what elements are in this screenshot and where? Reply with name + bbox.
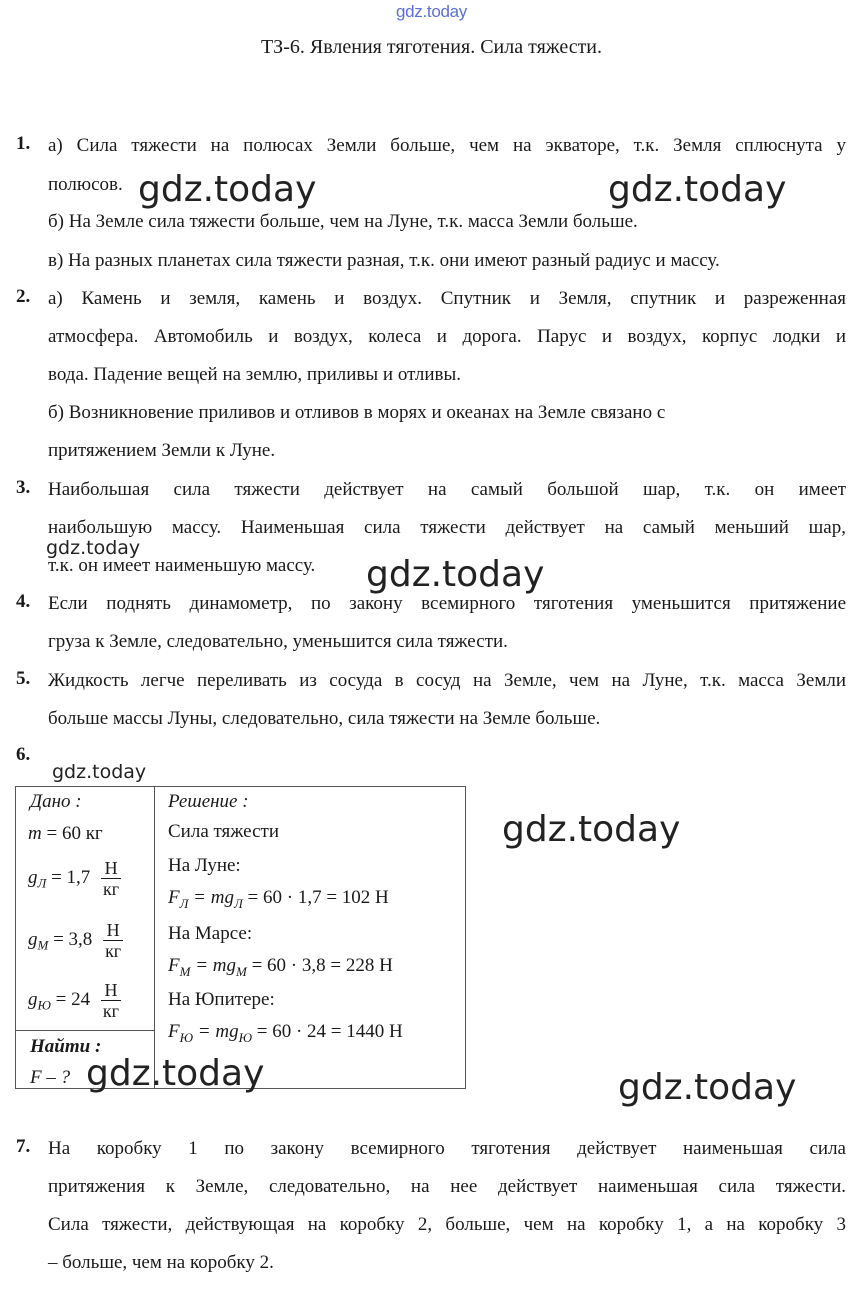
given-sub: М	[37, 937, 49, 953]
item-text-line: б) Возникновение приливов и отливов в морях и океанах на Земле связано с	[48, 402, 666, 423]
formula-sub: Л	[179, 895, 189, 911]
header-watermark: gdz.today	[395, 2, 468, 21]
given-value: = 3,8	[53, 928, 93, 950]
given-divider-vertical	[154, 786, 155, 1089]
unit-denominator: кг	[103, 879, 120, 899]
watermark: gdz.today	[86, 1053, 265, 1094]
given-value: = 60 кг	[46, 823, 103, 844]
item-text-line: На коробку 1 по закону всемирного тяготения действует наименьшая сила	[48, 1138, 846, 1159]
formula-result: = 60 · 3,8 = 228 Н	[251, 955, 393, 976]
item-text-line: а) Камень и земля, камень и воздух. Спутник и Земля, спутник и разреженная	[48, 288, 846, 309]
given-value: = 1,7	[51, 866, 91, 888]
item-number: 5.	[16, 668, 31, 689]
item-text-line: Жидкость легче переливать из сосуда в сосуд на Земле, чем на Луне, т.к. масса Земли	[48, 670, 846, 691]
watermark: gdz.today	[138, 169, 317, 210]
watermark: gdz.today	[366, 554, 545, 595]
unit-fraction	[103, 920, 123, 961]
formula-sub: М	[236, 963, 247, 979]
item-text-line: груза к Земле, следовательно, уменьшится сила тяжести.	[48, 631, 508, 652]
page-title: ТЗ-6. Явления тяготения. Сила тяжести.	[260, 36, 603, 58]
unit-numerator: Н	[101, 858, 121, 879]
watermark: gdz.today	[618, 1067, 797, 1108]
given-symbol: g	[28, 866, 38, 888]
item-text-line: атмосфера. Автомобиль и воздух, колеса и дорога. Парус и воздух, корпус лодки и	[48, 326, 846, 347]
item-number: 6.	[16, 744, 31, 765]
given-label: Дано :	[30, 791, 82, 812]
item-text-line: – больше, чем на коробку 2.	[48, 1252, 274, 1273]
item-text-line: больше массы Луны, следовательно, сила тяжести на Земле больше.	[48, 708, 601, 729]
solution-line: На Юпитере:	[168, 989, 275, 1010]
item-number: 4.	[16, 591, 31, 612]
formula-result: = 60 · 1,7 = 102 Н	[247, 887, 389, 908]
formula-result: = 60 · 24 = 1440 Н	[256, 1021, 403, 1042]
solution-formula-mars	[168, 954, 393, 984]
unit-denominator: кг	[105, 941, 122, 961]
solution-formula-moon	[168, 886, 389, 916]
given-divider-horizontal	[15, 1030, 155, 1031]
given-mass	[28, 822, 103, 846]
formula-mg: = mg	[195, 955, 236, 976]
unit-numerator: Н	[103, 920, 123, 941]
unit-numerator: Н	[101, 980, 121, 1001]
item-text-line: Наибольшая сила тяжести действует на самый большой шар, т.к. он имеет	[48, 479, 846, 500]
given-symbol: g	[28, 988, 38, 1010]
formula-mg: = mg	[197, 1021, 239, 1042]
formula-sub: Ю	[179, 1029, 194, 1045]
formula-force: F	[168, 955, 180, 976]
watermark: gdz.today	[608, 169, 787, 210]
solution-formula-jupiter	[168, 1020, 403, 1050]
watermark: gdz.today	[46, 537, 141, 559]
formula-mg: = mg	[193, 887, 234, 908]
item-text-line: в) На разных планетах сила тяжести разная, т.к. они имеют разный радиус и массу.	[48, 250, 720, 271]
formula-force: F	[168, 887, 180, 908]
given-value: = 24	[55, 988, 91, 1010]
solution-line: На Марсе:	[168, 923, 253, 944]
solution-line: Сила тяжести	[168, 821, 279, 842]
item-text-line: т.к. он имеет наименьшую массу.	[48, 555, 316, 576]
item-text-line: притяжением Земли к Луне.	[48, 440, 276, 461]
watermark: gdz.today	[52, 761, 147, 783]
formula-sub: Л	[233, 895, 243, 911]
find-value: F – ?	[30, 1067, 71, 1088]
unit-fraction	[101, 980, 121, 1021]
given-g-jupiter	[28, 980, 121, 1021]
given-g-mars	[28, 920, 123, 961]
item-text-line: Сила тяжести, действующая на коробку 2, больше, чем на коробку 1, а на коробку 3	[48, 1214, 846, 1235]
given-sub: Л	[37, 875, 47, 891]
given-g-moon	[28, 858, 121, 899]
item-number: 3.	[16, 477, 31, 498]
item-text-line: а) Сила тяжести на полюсах Земли больше, чем на экваторе, т.к. Земля сплюснута у	[48, 135, 846, 156]
item-number: 2.	[16, 286, 31, 307]
item-number: 7.	[16, 1136, 31, 1157]
item-text-line: б) На Земле сила тяжести больше, чем на Луне, т.к. масса Земли больше.	[48, 211, 638, 232]
solution-line: На Луне:	[168, 855, 241, 876]
given-symbol: g	[28, 928, 38, 950]
watermark: gdz.today	[502, 809, 681, 850]
item-text-line: притяжения к Земле, следовательно, на нее действует наименьшая сила тяжести.	[48, 1176, 846, 1197]
unit-denominator: кг	[102, 1001, 120, 1021]
item-text-line: наибольшую массу. Наименьшая сила тяжести действует на самый меньший шар,	[48, 517, 846, 538]
unit-fraction	[101, 858, 121, 899]
given-symbol: m	[28, 823, 42, 844]
formula-force: F	[168, 1021, 180, 1042]
solution-label: Решение :	[168, 791, 249, 812]
formula-sub: М	[179, 963, 191, 979]
given-sub: Ю	[37, 997, 51, 1013]
find-label: Найти :	[30, 1036, 102, 1057]
item-text-line: вода. Падение вещей на землю, приливы и отливы.	[48, 364, 462, 385]
item-text-line: Если поднять динамометр, по закону всемирного тяготения уменьшится притяжение	[48, 593, 846, 614]
item-text-line: полюсов.	[48, 174, 123, 195]
formula-sub: Ю	[238, 1029, 252, 1045]
item-number: 1.	[16, 133, 31, 154]
